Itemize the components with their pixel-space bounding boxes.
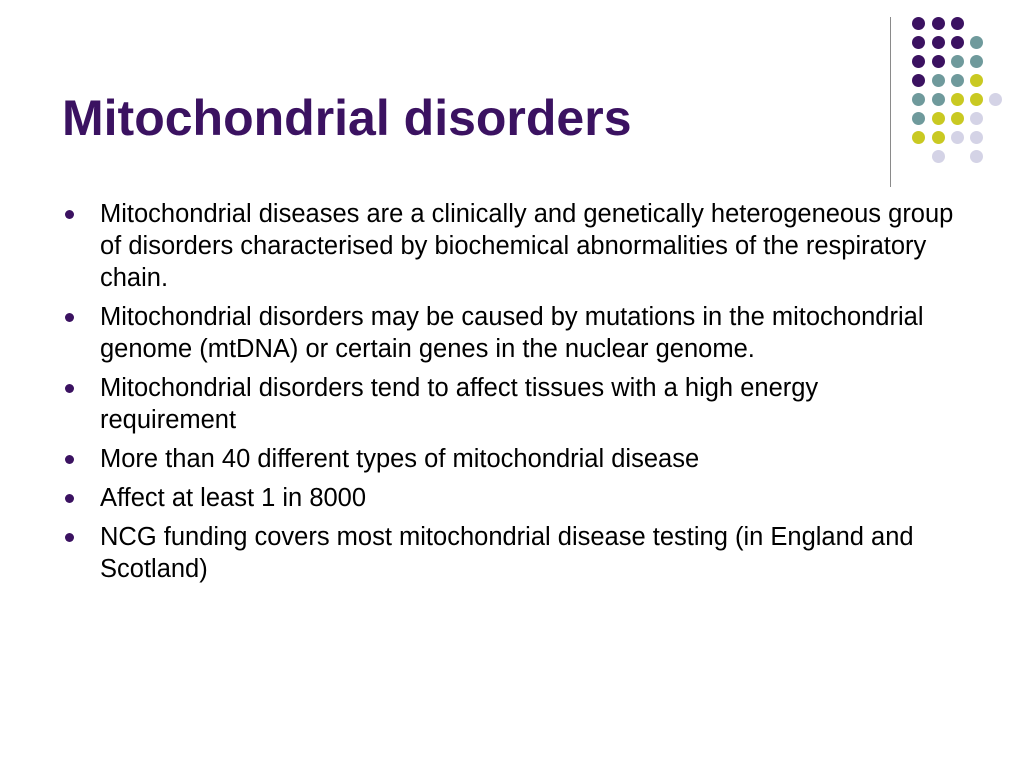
bullet-icon	[65, 455, 74, 464]
bullet-item	[60, 443, 960, 475]
decorative-dot	[932, 74, 945, 87]
decorative-dot	[970, 150, 983, 163]
decorative-dot	[951, 131, 964, 144]
decorative-dot	[989, 93, 1002, 106]
decorative-dot	[932, 150, 945, 163]
decorative-dot	[970, 93, 983, 106]
decorative-dot	[932, 55, 945, 68]
decorative-dot	[970, 74, 983, 87]
bullet-item	[60, 482, 960, 514]
bullet-item	[60, 301, 960, 365]
decorative-dot	[951, 93, 964, 106]
decorative-dot	[932, 131, 945, 144]
decorative-dot	[932, 93, 945, 106]
decorative-dot	[912, 36, 925, 49]
bullet-text: Mitochondrial diseases are a clinically and genetically heterogeneous group of disorders characterised by biochemical abnormalities of the respiratory chain.	[100, 200, 954, 292]
decorative-dot	[912, 131, 925, 144]
decorative-dot	[932, 36, 945, 49]
decorative-dot	[970, 36, 983, 49]
decorative-dot	[932, 112, 945, 125]
decorative-dot	[951, 17, 964, 30]
bullet-text: Affect at least 1 in 8000	[100, 484, 367, 512]
decorative-dot	[951, 74, 964, 87]
decorative-dot	[932, 17, 945, 30]
bullet-text: Mitochondrial disorders tend to affect tissues with a high energy requirement	[100, 374, 819, 434]
decorative-dot	[970, 55, 983, 68]
decorative-divider-line	[890, 17, 891, 187]
decorative-dot	[970, 131, 983, 144]
bullet-text: Mitochondrial disorders may be caused by mutations in the mitochondrial genome (mtDNA) or certain genes in the nuclear genome.	[100, 303, 924, 363]
decorative-dot	[951, 36, 964, 49]
bullet-item	[60, 198, 960, 294]
bullet-text: More than 40 different types of mitochondrial disease	[100, 445, 700, 473]
bullet-text: NCG funding covers most mitochondrial disease testing (in England and Scotland)	[100, 523, 914, 583]
bullet-icon	[65, 384, 74, 393]
bullet-item	[60, 521, 960, 585]
bullet-item	[60, 372, 960, 436]
decorative-dot	[912, 55, 925, 68]
decorative-dot	[970, 112, 983, 125]
slide-title: Mitochondrial disorders	[62, 90, 632, 146]
bullet-icon	[65, 533, 74, 542]
decorative-dot	[951, 112, 964, 125]
bullet-icon	[65, 494, 74, 503]
bullet-list	[60, 198, 960, 592]
decorative-dot	[951, 55, 964, 68]
decorative-dot	[912, 17, 925, 30]
bullet-icon	[65, 210, 74, 219]
decorative-dot	[912, 74, 925, 87]
decorative-dot	[912, 93, 925, 106]
decorative-dot	[912, 112, 925, 125]
bullet-icon	[65, 313, 74, 322]
